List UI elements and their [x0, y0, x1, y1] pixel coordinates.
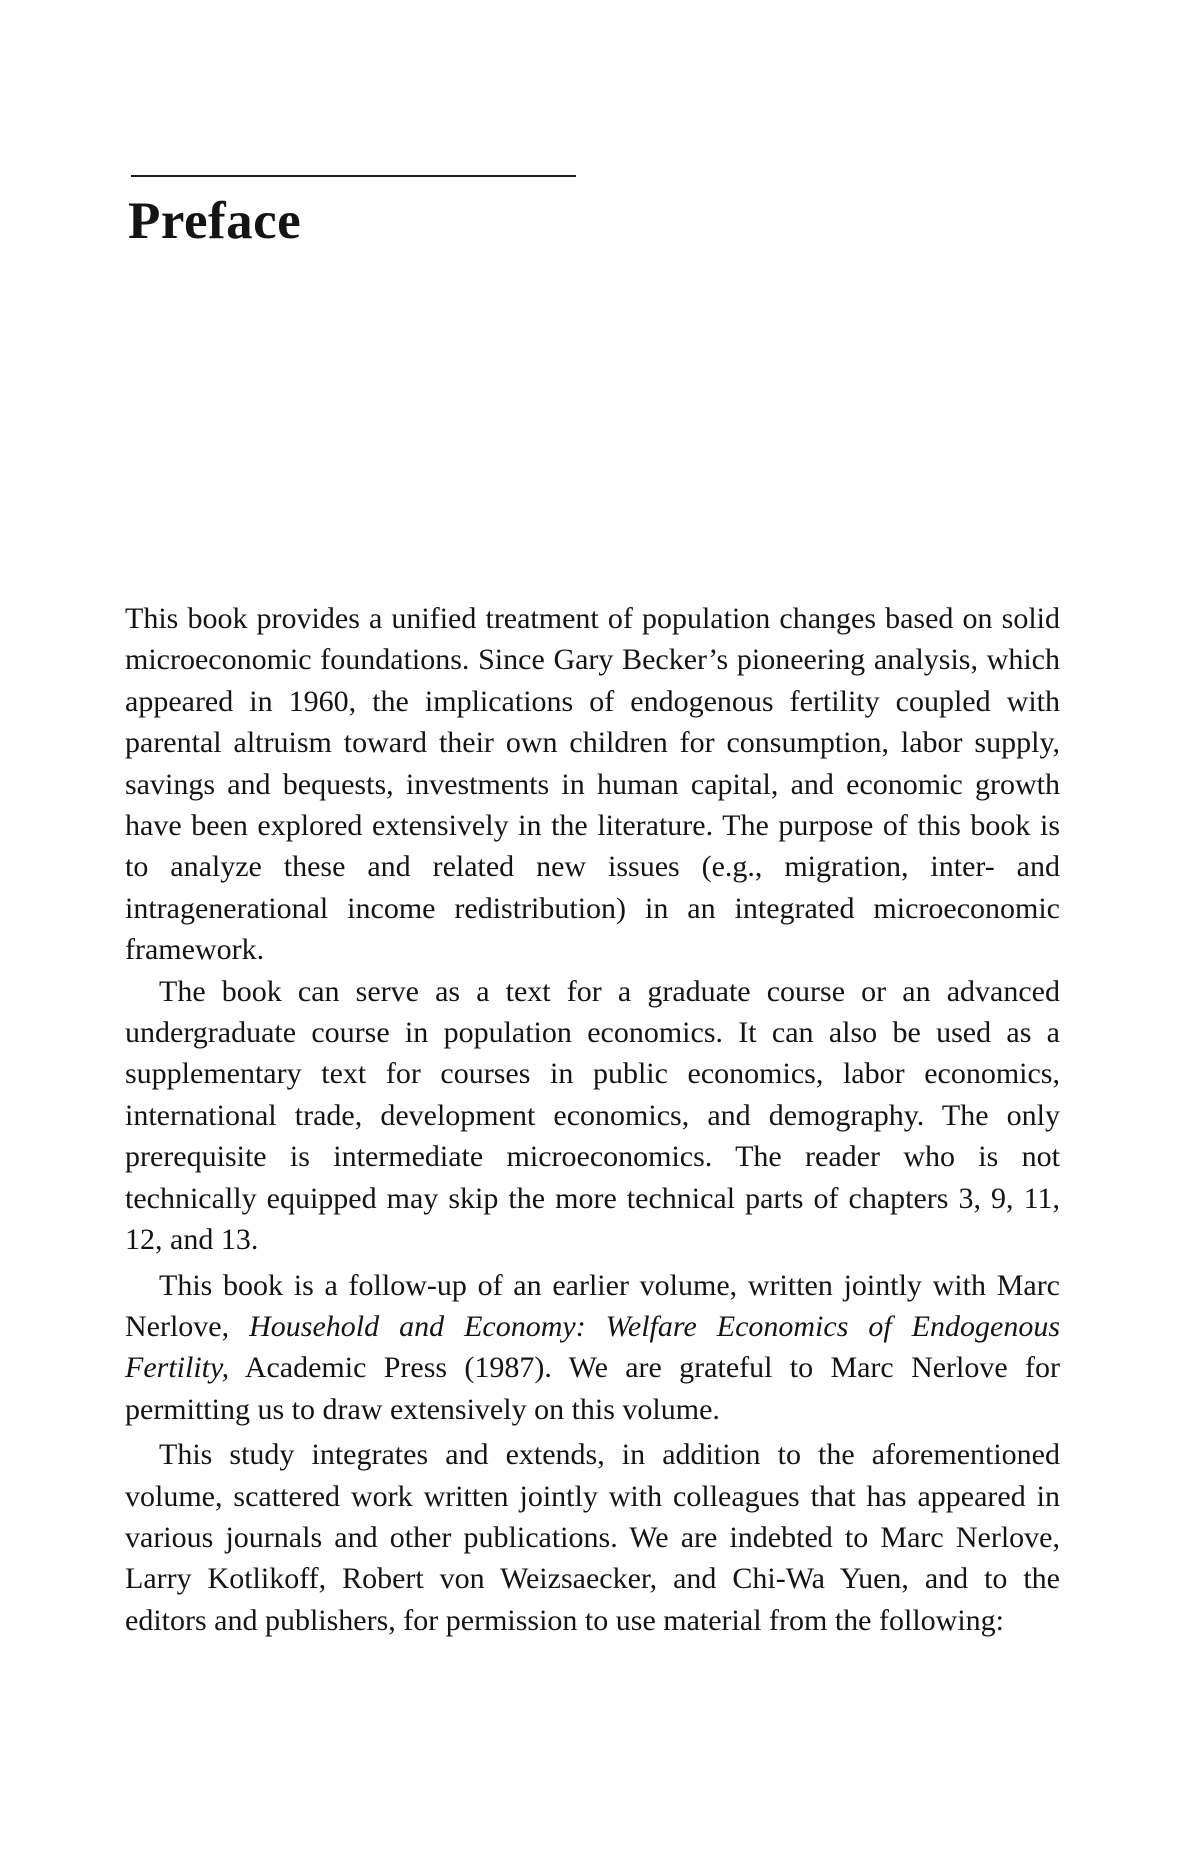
paragraph-3 [125, 1265, 1060, 1431]
paragraph-1: This book provides a unified treatment of population changes based on solid microeconomic foundations. Since Gary Becker’s pioneering analysis, which appeared in 1960, the implications of endogenous fertility coupled with parental altruism toward their own children for consumption, labor supply, savings and bequests, investments in human capital, and economic growth have been explored extensively in the literature. The purpose of this book is to analyze these and related new issues (e.g., migration, inter- and intragenerational income redistribution) in an integrated microeconomic framework. [125, 602, 1060, 967]
chapter-rule [131, 175, 576, 177]
paragraph-2: The book can serve as a text for a graduate course or an advanced undergraduate course in population economics. It can also be used as a supplementary text for courses in public economics, labor economics, international trade, development economics, and demography. The only prerequisite is intermediate microeconomics. The reader who is not technically equipped may skip the more technical parts of chapters 3, 9, 11, 12, and 13. [125, 974, 1060, 1257]
preface-body [125, 598, 1060, 1641]
paragraph-4: This study integrates and extends, in addition to the aforementioned volume, scattered work written jointly with colleagues that has appeared in various journals and other publications. We are indebted to Marc Nerlove, Larry Kotlikoff, Robert von Weizsaecker, and Chi-Wa Yuen, and to the editors and publishers, for permission to use material from the following: [125, 1438, 1060, 1637]
book-title-citation: Household and Economy: Welfare Economics of Endogenous Fertility, [125, 1309, 1060, 1385]
chapter-title: Preface [128, 192, 302, 250]
paragraph-3-text-after: Academic Press (1987). We are grateful to Marc Nerlove for permitting us to draw extensively on this volume. [125, 1351, 1060, 1426]
paragraph-3-text-before: This book is a follow-up of an earlier volume, written jointly with Marc Nerlove, [125, 1268, 1060, 1343]
